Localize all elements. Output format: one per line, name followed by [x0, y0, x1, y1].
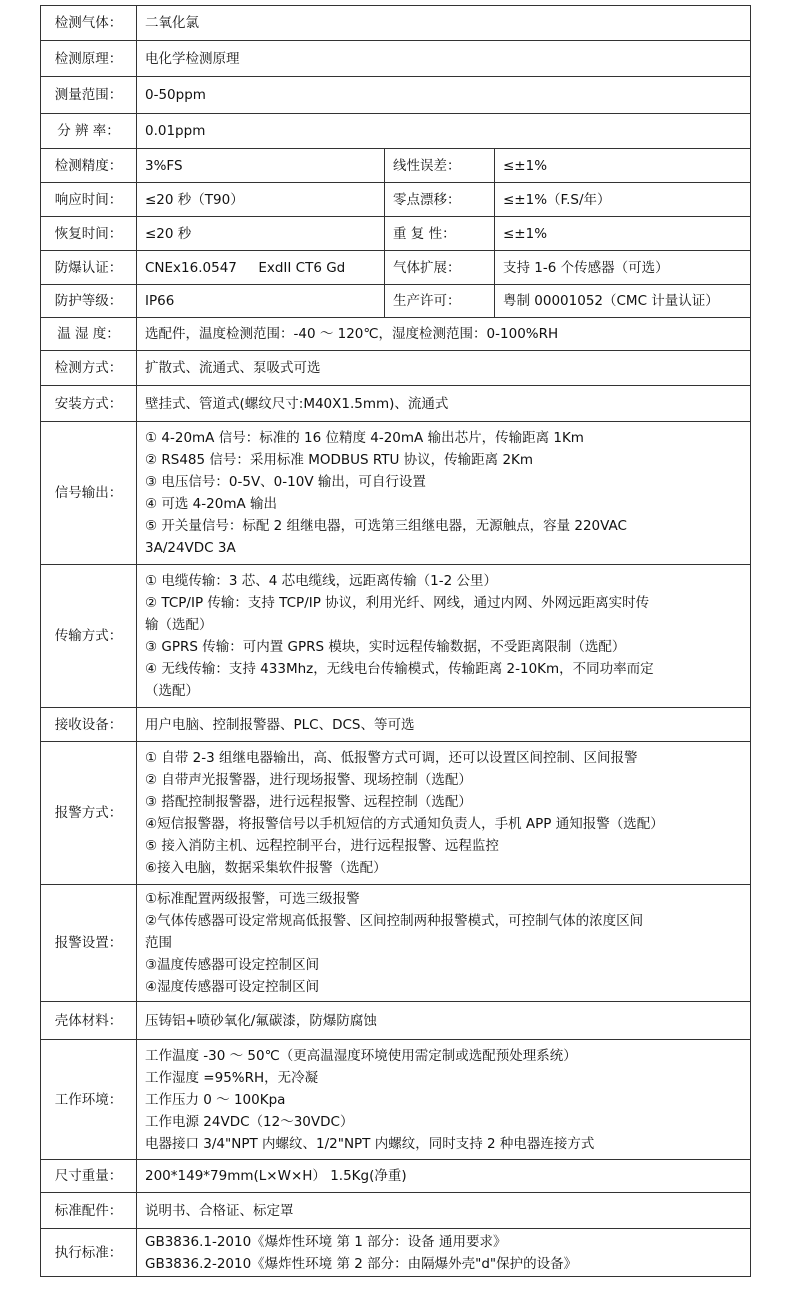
- environment-line: 工作温度 -30 ～ 50℃（更高温湿度环境使用需定制或选配预处理系统）: [145, 1047, 577, 1064]
- value-resolution: 0.01ppm: [137, 114, 751, 149]
- transmission-line: ② TCP/IP 传输：支持 TCP/IP 协议，利用光纤、网线，通过内网、外网远距离实时传: [145, 595, 650, 611]
- value-receiver: 用户电脑、控制报警器、PLC、DCS、等可选: [137, 708, 751, 742]
- label-zero-drift: 零点漂移：: [385, 183, 495, 217]
- label-alarm-method: 报警方式：: [41, 742, 137, 885]
- standard-line: GB3836.2-2010《爆炸性环境 第 2 部分：由隔爆外壳"d"保护的设备》: [145, 1255, 578, 1272]
- alarm-method-line: ③ 搭配控制报警器，进行远程报警、远程控制（选配）: [145, 794, 472, 810]
- value-standard: [137, 1229, 751, 1277]
- alarm-method-line: ② 自带声光报警器，进行现场报警、现场控制（选配）: [145, 772, 472, 788]
- row-explosion: [41, 251, 751, 285]
- row-gas: [41, 6, 751, 41]
- row-size: [41, 1160, 751, 1193]
- value-signal: [137, 422, 751, 565]
- row-install: [41, 386, 751, 422]
- alarm-method-line: ⑤ 接入消防主机、远程控制平台，进行远程报警、远程监控: [145, 838, 499, 854]
- label-repeatability: 重 复 性：: [385, 217, 495, 251]
- row-environment: [41, 1040, 751, 1160]
- label-transmission: 传输方式：: [41, 565, 137, 708]
- row-protection: [41, 285, 751, 318]
- alarm-setting-line: ①标准配置两级报警，可选三级报警: [145, 891, 360, 907]
- alarm-method-line: ④短信报警器，将报警信号以手机短信的方式通知负责人，手机 APP 通知报警（选配）: [145, 816, 664, 832]
- value-environment: [137, 1040, 751, 1160]
- label-gas-expansion: 气体扩展：: [385, 251, 495, 285]
- label-receiver: 接收设备：: [41, 708, 137, 742]
- standard-line: GB3836.1-2010《爆炸性环境 第 1 部分：设备 通用要求》: [145, 1233, 507, 1250]
- label-recovery: 恢复时间：: [41, 217, 137, 251]
- value-protection: IP66: [137, 285, 385, 318]
- row-principle: [41, 41, 751, 77]
- value-gas: 二氧化氯: [137, 6, 751, 41]
- value-gas-expansion: 支持 1-6 个传感器（可选）: [495, 251, 751, 285]
- value-transmission: [137, 565, 751, 708]
- row-alarm-method: [41, 742, 751, 885]
- label-linearity: 线性误差：: [385, 149, 495, 183]
- label-accessories: 标准配件：: [41, 1193, 137, 1229]
- label-gas: 检测气体：: [41, 6, 137, 41]
- value-accuracy: 3%FS: [137, 149, 385, 183]
- value-license: 粤制 00001052（CMC 计量认证）: [495, 285, 751, 318]
- label-shell: 壳体材料：: [41, 1002, 137, 1040]
- value-linearity: ≤±1%: [495, 149, 751, 183]
- value-repeatability: ≤±1%: [495, 217, 751, 251]
- label-resolution: 分 辨 率：: [41, 114, 137, 149]
- alarm-setting-line: ②气体传感器可设定常规高低报警、区间控制两种报警模式，可控制气体的浓度区间: [145, 913, 644, 929]
- value-accessories: 说明书、合格证、标定罩: [137, 1193, 751, 1229]
- alarm-setting-line: ③温度传感器可设定控制区间: [145, 957, 320, 973]
- value-install: 壁挂式、管道式(螺纹尺寸:M40X1.5mm)、流通式: [137, 386, 751, 422]
- value-zero-drift: ≤±1%（F.S/年）: [495, 183, 751, 217]
- value-size: 200*149*79mm(L×W×H） 1.5Kg(净重): [137, 1160, 751, 1193]
- row-detect-method: [41, 351, 751, 386]
- label-environment: 工作环境：: [41, 1040, 137, 1160]
- label-install: 安装方式：: [41, 386, 137, 422]
- alarm-method-line: ⑥接入电脑，数据采集软件报警（选配）: [145, 860, 387, 876]
- transmission-line: （选配）: [145, 683, 199, 699]
- row-receiver: [41, 708, 751, 742]
- row-accuracy: [41, 149, 751, 183]
- value-response: ≤20 秒（T90）: [137, 183, 385, 217]
- label-accuracy: 检测精度：: [41, 149, 137, 183]
- row-transmission: [41, 565, 751, 708]
- transmission-line: ③ GPRS 传输：可内置 GPRS 模块，实时远程传输数据，不受距离限制（选配）: [145, 639, 626, 655]
- signal-line: ③ 电压信号：0-5V、0-10V 输出，可自行设置: [145, 474, 426, 490]
- signal-line: 3A/24VDC 3A: [145, 540, 236, 556]
- environment-line: 工作压力 0 ～ 100Kpa: [145, 1091, 286, 1108]
- label-humidity: 温 湿 度：: [41, 318, 137, 351]
- value-shell: 压铸铝+喷砂氧化/氟碳漆，防爆防腐蚀: [137, 1002, 751, 1040]
- signal-line: ⑤ 开关量信号：标配 2 组继电器，可选第三组继电器，无源触点，容量 220VAC: [145, 518, 627, 534]
- signal-line: ④ 可选 4-20mA 输出: [145, 496, 278, 512]
- value-humidity: 选配件，温度检测范围：-40 ～ 120℃，湿度检测范围：0-100%RH: [137, 318, 751, 351]
- signal-line: ② RS485 信号：采用标准 MODBUS RTU 协议，传输距离 2Km: [145, 452, 534, 468]
- spec-table: [40, 5, 751, 1277]
- row-resolution: [41, 114, 751, 149]
- row-recovery: [41, 217, 751, 251]
- value-detect-method: 扩散式、流通式、泵吸式可选: [137, 351, 751, 386]
- value-alarm-method: [137, 742, 751, 885]
- signal-line: ① 4-20mA 信号：标准的 16 位精度 4-20mA 输出芯片，传输距离 1Km: [145, 430, 584, 446]
- label-standard: 执行标准：: [41, 1229, 137, 1277]
- value-alarm-setting: [137, 885, 751, 1002]
- label-detect-method: 检测方式：: [41, 351, 137, 386]
- transmission-line: ① 电缆传输：3 芯、4 芯电缆线，远距离传输（1-2 公里）: [145, 573, 497, 589]
- row-signal: [41, 422, 751, 565]
- label-signal: 信号输出：: [41, 422, 137, 565]
- label-size: 尺寸重量：: [41, 1160, 137, 1193]
- label-principle: 检测原理：: [41, 41, 137, 77]
- environment-line: 工作电源 24VDC（12～30VDC）: [145, 1113, 354, 1130]
- label-license: 生产许可：: [385, 285, 495, 318]
- environment-line: 工作湿度 =95%RH，无冷凝: [145, 1069, 319, 1086]
- row-standard: [41, 1229, 751, 1277]
- transmission-line: 输（选配）: [145, 617, 213, 633]
- label-alarm-setting: 报警设置：: [41, 885, 137, 1002]
- value-explosion: CNEx16.0547 ExdII CT6 Gd: [137, 251, 385, 285]
- row-range: [41, 77, 751, 114]
- alarm-setting-line: ④湿度传感器可设定控制区间: [145, 979, 320, 995]
- row-alarm-setting: [41, 885, 751, 1002]
- alarm-setting-line: 范围: [145, 935, 172, 951]
- row-response: [41, 183, 751, 217]
- label-range: 测量范围：: [41, 77, 137, 114]
- label-protection: 防护等级：: [41, 285, 137, 318]
- value-recovery: ≤20 秒: [137, 217, 385, 251]
- alarm-method-line: ① 自带 2-3 组继电器输出，高、低报警方式可调，还可以设置区间控制、区间报警: [145, 750, 638, 766]
- row-humidity: [41, 318, 751, 351]
- transmission-line: ④ 无线传输：支持 433Mhz，无线电台传输模式，传输距离 2-10Km，不同功率而定: [145, 661, 654, 677]
- row-shell: [41, 1002, 751, 1040]
- label-explosion: 防爆认证：: [41, 251, 137, 285]
- value-principle: 电化学检测原理: [137, 41, 751, 77]
- label-response: 响应时间：: [41, 183, 137, 217]
- environment-line: 电器接口 3/4"NPT 内螺纹、1/2"NPT 内螺纹，同时支持 2 种电器连接方式: [145, 1135, 595, 1152]
- row-accessories: [41, 1193, 751, 1229]
- value-range: 0-50ppm: [137, 77, 751, 114]
